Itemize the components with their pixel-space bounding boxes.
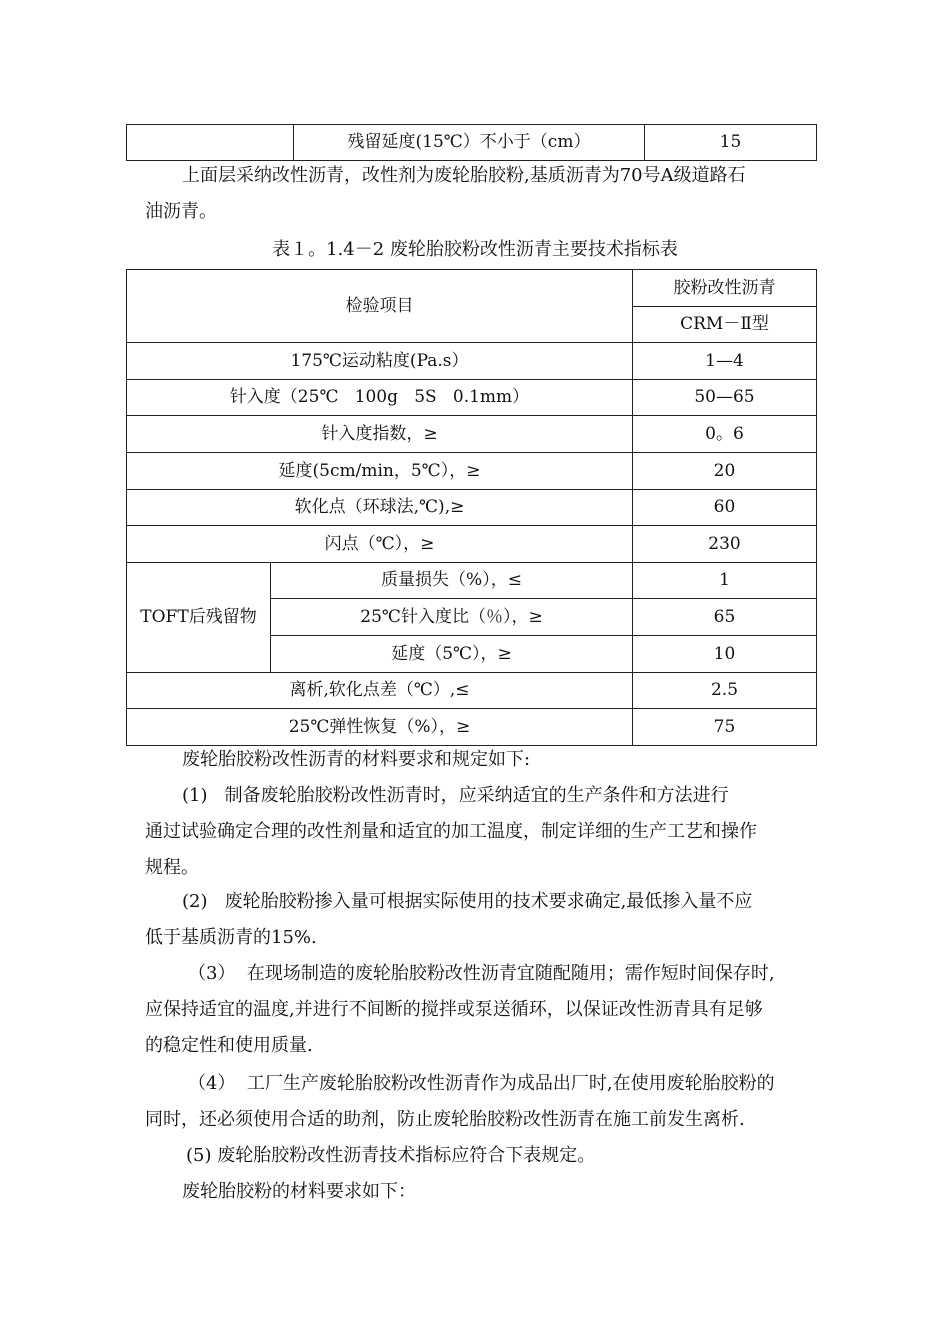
table-row [127,489,817,526]
table-cell-item: 闪点（℃），≥ [127,526,633,563]
table-cell-value: 15 [645,125,817,161]
table-cell-item: 软化点（环球法,℃),≥ [127,489,633,526]
paragraph-line: （3） 在现场制造的废轮胎胶粉改性沥青宜随配随用；需作短时间保存时, [188,963,775,984]
paragraph-line: 上面层采纳改性沥青，改性剂为废轮胎胶粉,基质沥青为70号A级道路石 [182,165,746,186]
table-cell-value: 20 [633,452,817,489]
paragraph-line: (5) 废轮胎胶粉改性沥青技术指标应符合下表规定。 [186,1145,596,1166]
table-cell-value: 65 [633,599,817,636]
table-cell-item: 25℃针入度比（％），≥ [271,599,633,636]
table-cell-value: 75 [633,709,817,746]
table-cell-item: 延度（5℃），≥ [271,635,633,672]
technical-index-table [126,269,817,746]
paragraph-line: （4） 工厂生产废轮胎胶粉改性沥青作为成品出厂时,在使用废轮胎胶粉的 [188,1073,775,1094]
table-cell-item: 质量损失（%），≤ [271,562,633,599]
table-row [127,526,817,563]
table-cell-value: 60 [633,489,817,526]
table-header-row [127,270,817,307]
table-row [127,125,817,161]
paragraph-line: 低于基质沥青的15%. [145,927,317,948]
table-cell-value: 1—4 [633,343,817,380]
paragraph-line: 规程。 [145,857,199,878]
table-row [127,379,817,416]
table-cell-item: 残留延度(15℃）不小于（cm） [294,125,645,161]
paragraph-line: 同时，还必须使用合适的助剂，防止废轮胎胶粉改性沥青在施工前发生离析. [145,1109,745,1130]
table-cell-item: 延度(5cm/min，5℃），≥ [127,452,633,489]
table-cell-value: 50—65 [633,379,817,416]
table-cell-item: 25℃弹性恢复（%），≥ [127,709,633,746]
continued-table [126,124,817,161]
table-caption: 表１。1.4－2 废轮胎胶粉改性沥青主要技术指标表 [272,239,678,260]
table-row [127,709,817,746]
table-cell-item: 针入度指数，≥ [127,416,633,453]
table-row [127,452,817,489]
table-cell-group: TOFT后残留物 [127,562,271,672]
table-cell-value: 0。6 [633,416,817,453]
table-row [127,343,817,380]
table-cell-item: 离析,软化点差（℃）,≤ [127,672,633,709]
table-cell-item: 针入度（25℃ 100g 5S 0.1mm） [127,379,633,416]
paragraph-line: 通过试验确定合理的改性剂量和适宜的加工温度，制定详细的生产工艺和操作 [145,821,757,842]
table-row [127,562,817,599]
paragraph-line: 应保持适宜的温度,并进行不间断的搅拌或泵送循环，以保证改性沥青具有足够 [145,999,763,1020]
paragraph-line: 油沥青。 [145,201,217,222]
table-cell-empty [127,125,294,161]
table-cell-item: 175℃运动粘度(Pa.s） [127,343,633,380]
paragraph-closing: 废轮胎胶粉的材料要求如下： [182,1181,416,1202]
table-row [127,416,817,453]
paragraph-line: 的稳定性和使用质量. [145,1035,313,1056]
table-cell-value: 1 [633,562,817,599]
header-type: CRM－Ⅱ型 [633,306,817,343]
table-cell-value: 2.5 [633,672,817,709]
paragraph-intro: 废轮胎胶粉改性沥青的材料要求和规定如下: [182,749,531,770]
paragraph-line: (2) 废轮胎胶粉掺入量可根据实际使用的技术要求确定,最低掺入量不应 [182,891,753,912]
table-cell-value: 10 [633,635,817,672]
paragraph-line: (1) 制备废轮胎胶粉改性沥青时，应采纳适宜的生产条件和方法进行 [182,785,729,806]
table-row [127,672,817,709]
header-item: 检验项目 [127,270,633,343]
table-cell-value: 230 [633,526,817,563]
header-col: 胶粉改性沥青 [633,270,817,307]
